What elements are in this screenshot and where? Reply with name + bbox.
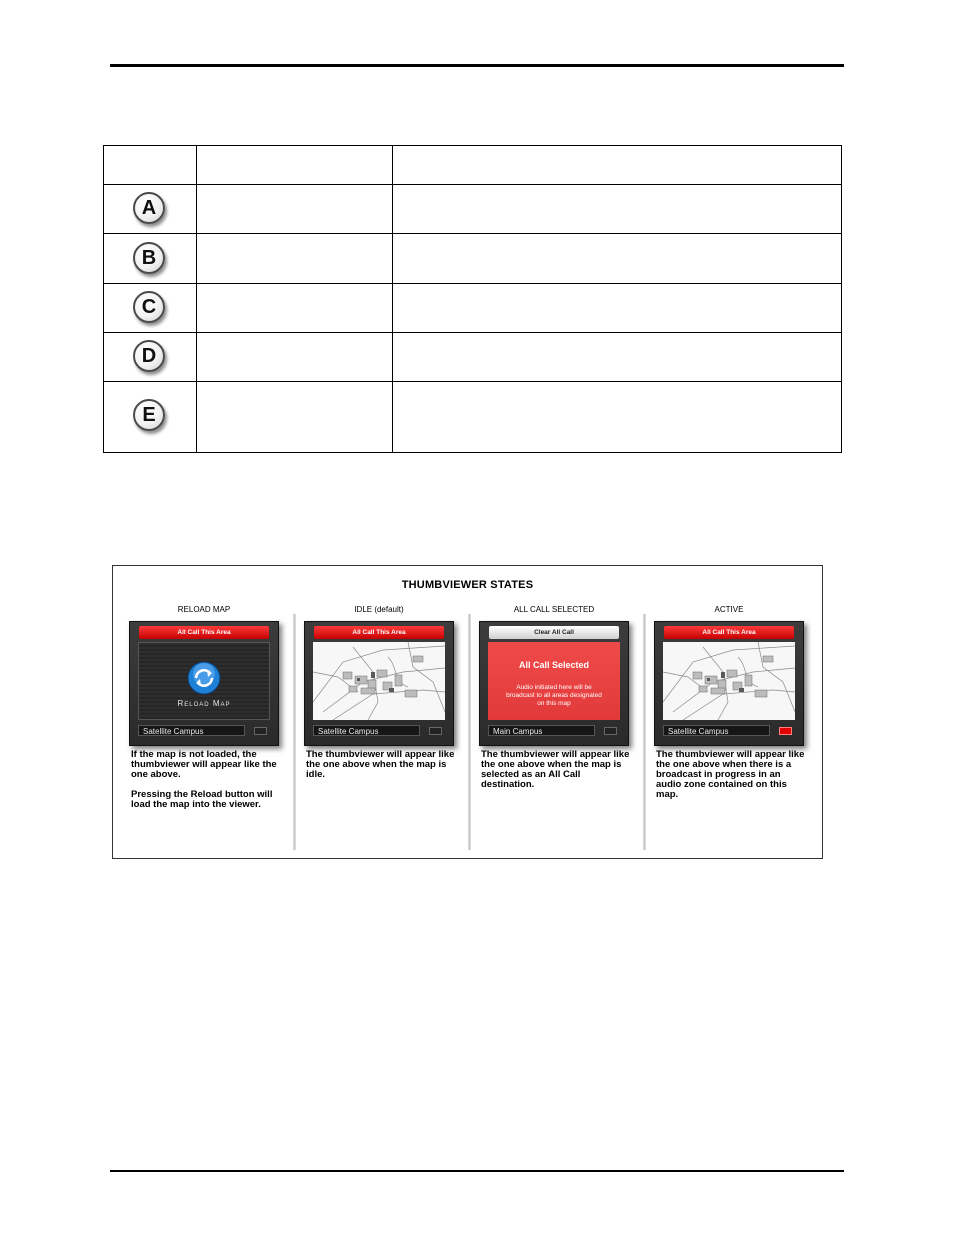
all-call-selected-view xyxy=(488,642,620,720)
all-call-description: Audio initiated here will be broadcast to all areas designated on this map xyxy=(506,684,602,707)
reload-map-label: Reload Map xyxy=(177,699,231,708)
table-row xyxy=(104,234,841,284)
table-header-row xyxy=(104,146,841,185)
thumbviewer-device xyxy=(129,621,279,746)
caption-text-secondary: Pressing the Reload button will load the map into the viewer. xyxy=(131,789,273,810)
location-name: Satellite Campus xyxy=(138,725,245,736)
legend-table xyxy=(103,145,842,453)
panel-label: RELOAD MAP xyxy=(177,605,231,614)
panel-caption xyxy=(481,750,631,800)
callout-badge-d: D xyxy=(133,340,165,372)
panel-caption xyxy=(306,750,456,790)
thumbviewer-device xyxy=(479,621,629,746)
thumbviewer-device xyxy=(654,621,804,746)
status-indicator xyxy=(254,727,267,735)
status-indicator xyxy=(779,727,792,735)
figure-title: THUMBVIEWER STATES xyxy=(401,579,534,591)
caption-text: The thumbviewer will appear like the one above when the map is selected as an All Call destination. xyxy=(481,749,630,790)
location-name: Satellite Campus xyxy=(313,725,420,736)
thumbviewer-device xyxy=(304,621,454,746)
location-name: Main Campus xyxy=(488,725,595,736)
all-call-this-area-button[interactable]: All Call This Area xyxy=(664,626,794,639)
location-name: Satellite Campus xyxy=(663,725,770,736)
footer-rule xyxy=(110,1170,844,1172)
callout-badge-b: B xyxy=(133,242,165,274)
campus-map-view xyxy=(313,642,445,720)
caption-text: The thumbviewer will appear like the one above when the map is idle. xyxy=(306,749,455,780)
panel-caption xyxy=(656,750,806,810)
panel-separator xyxy=(468,614,471,850)
callout-badge-e: E xyxy=(133,399,165,431)
reload-map-view xyxy=(138,642,270,720)
table-row xyxy=(104,382,841,452)
panel-caption xyxy=(131,750,281,820)
caption-text: If the map is not loaded, the thumbviewer will appear like the one above. xyxy=(131,749,277,780)
panel-separator xyxy=(293,614,296,850)
all-call-this-area-button[interactable]: All Call This Area xyxy=(314,626,444,639)
callout-badge-a: A xyxy=(133,192,165,224)
campus-map-view xyxy=(663,642,795,720)
panel-label: ALL CALL SELECTED xyxy=(513,605,595,614)
status-indicator xyxy=(429,727,442,735)
caption-text: The thumbviewer will appear like the one above when there is a broadcast in progress in an audio zone contained on this map. xyxy=(656,749,805,800)
panel-separator xyxy=(643,614,646,850)
panel-label: ACTIVE xyxy=(714,605,744,614)
panel-label: IDLE (default) xyxy=(354,605,404,614)
callout-badge-c: C xyxy=(133,291,165,323)
thumbviewer-states-figure xyxy=(112,565,823,859)
table-row xyxy=(104,284,841,333)
table-row xyxy=(104,333,841,382)
status-indicator xyxy=(604,727,617,735)
clear-all-call-button[interactable]: Clear All Call xyxy=(489,626,619,639)
header-rule xyxy=(110,64,844,67)
all-call-this-area-button[interactable]: All Call This Area xyxy=(139,626,269,639)
all-call-selected-title: All Call Selected xyxy=(518,660,590,670)
table-row xyxy=(104,185,841,234)
reload-icon[interactable] xyxy=(187,661,221,700)
